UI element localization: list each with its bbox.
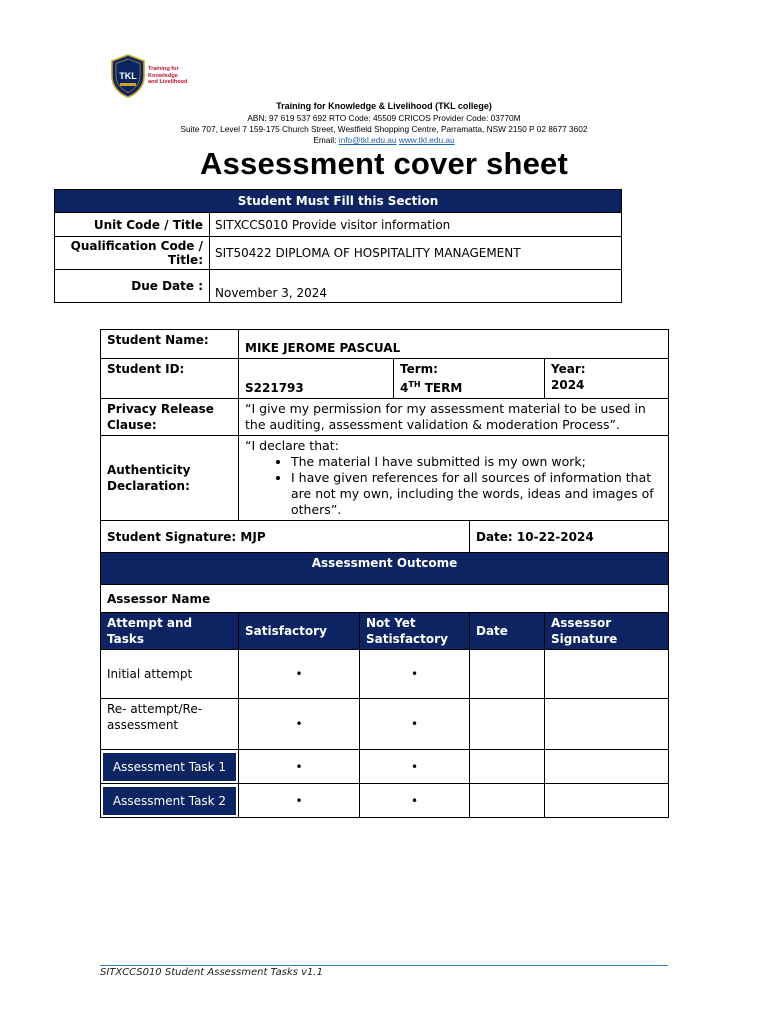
table-row: [101, 750, 669, 784]
page-title: Assessment cover sheet: [200, 146, 568, 181]
col-not-yet-satisfactory: Not Yet Satisfactory: [360, 613, 470, 650]
date-cell[interactable]: [470, 699, 545, 750]
col-date: Date: [470, 613, 545, 650]
col-assessor-signature: Assessor Signature: [545, 613, 669, 650]
table-row: [101, 699, 669, 750]
col-satisfactory: Satisfactory: [239, 613, 360, 650]
date-cell[interactable]: [470, 650, 545, 699]
footer-text: SITXCCS010 Student Assessment Tasks v1.1: [100, 967, 323, 978]
student-id-label: Student ID:: [101, 359, 239, 399]
year-label: Year:: [551, 362, 586, 376]
due-date-value: November 3, 2024: [210, 270, 622, 303]
task-cell: [101, 784, 239, 818]
footer-rule: [100, 965, 668, 966]
task-cell: [101, 750, 239, 784]
date-cell[interactable]: [470, 784, 545, 818]
website-link[interactable]: www.tkl.edu.au: [398, 135, 455, 145]
year-value: 2024: [551, 378, 585, 392]
table-row: [101, 784, 669, 818]
student-signature: Student Signature: MJP: [101, 521, 470, 553]
table-row: [101, 650, 669, 699]
authenticity-text: “I declare that: • The material I have submitted is my own work; • I have given references for all sources of information that are not my own, including the words, ideas and images of others”.: [239, 436, 669, 521]
satisfactory-checkbox[interactable]: •: [239, 699, 360, 750]
assessor-signature-cell[interactable]: [545, 699, 669, 750]
term-value: 4TH TERM: [400, 380, 463, 395]
shield-icon: [110, 54, 146, 98]
student-name-label: Student Name:: [101, 330, 239, 359]
student-name-value: MIKE JEROME PASCUAL: [239, 330, 669, 359]
not-yet-satisfactory-checkbox[interactable]: •: [360, 784, 470, 818]
unit-code-label: Unit Code / Title: [55, 213, 210, 237]
row-label: Re- attempt/Re-assessment: [101, 699, 239, 750]
assessor-signature-cell[interactable]: [545, 784, 669, 818]
satisfactory-checkbox[interactable]: •: [239, 650, 360, 699]
assessor-name-label: Assessor Name: [101, 585, 669, 613]
logo-wordmark: Training for Knowledge and Livelihood: [148, 66, 188, 85]
student-section-heading: Student Must Fill this Section: [55, 190, 622, 213]
authenticity-item: • I have given references for all sources of information that are not my own, including the words, ideas and images of others”.: [291, 470, 662, 518]
assessor-signature-cell[interactable]: [545, 650, 669, 699]
not-yet-satisfactory-checkbox[interactable]: •: [360, 650, 470, 699]
qualification-label: Qualification Code / Title:: [55, 237, 210, 270]
year-cell: [545, 359, 669, 399]
col-attempt-tasks: Attempt and Tasks: [101, 613, 239, 650]
org-contact: [0, 135, 768, 145]
privacy-text: “I give my permission for my assessment material to be used in the auditing, assessment validation & moderation Process”.: [239, 399, 669, 436]
assessment-task-1-label: Assessment Task 1: [103, 753, 236, 781]
term-cell: [394, 359, 545, 399]
email-label: Email:: [313, 135, 337, 145]
satisfactory-checkbox[interactable]: •: [239, 784, 360, 818]
privacy-label: Privacy Release Clause:: [101, 399, 239, 436]
org-name: Training for Knowledge & Livelihood (TKL college): [276, 101, 492, 111]
authenticity-item: • The material I have submitted is my own work;: [291, 454, 662, 470]
college-logo: [110, 54, 190, 100]
row-label: Initial attempt: [101, 650, 239, 699]
assessment-task-2-label: Assessment Task 2: [103, 787, 236, 815]
qualification-value: SIT50422 DIPLOMA OF HOSPITALITY MANAGEMENT: [210, 237, 622, 270]
assessment-details-table: [100, 329, 669, 818]
student-section-table: [54, 189, 622, 303]
date-cell[interactable]: [470, 750, 545, 784]
due-date-label: Due Date :: [55, 270, 210, 303]
student-id-value: S221793: [239, 359, 394, 399]
term-label: Term:: [400, 362, 438, 376]
logo-badge-text: TKL: [119, 71, 137, 81]
not-yet-satisfactory-checkbox[interactable]: •: [360, 699, 470, 750]
email-link[interactable]: info@tkl.edu.au: [338, 135, 397, 145]
satisfactory-checkbox[interactable]: •: [239, 750, 360, 784]
not-yet-satisfactory-checkbox[interactable]: •: [360, 750, 470, 784]
unit-code-value: SITXCCS010 Provide visitor information: [210, 213, 622, 237]
authenticity-label: Authenticity Declaration:: [101, 436, 239, 521]
assessor-signature-cell[interactable]: [545, 750, 669, 784]
org-abn: ABN: 97 619 537 692 RTO Code: 45509 CRICOS Provider Code: 03770M: [247, 113, 521, 123]
assessment-outcome-heading: Assessment Outcome: [101, 553, 669, 585]
org-address: Suite 707, Level 7 159-175 Church Street, Westfield Shopping Centre, Parramatta, NSW 2150 P 02 8677 3602: [180, 124, 588, 134]
signature-date: Date: 10-22-2024: [470, 521, 669, 553]
